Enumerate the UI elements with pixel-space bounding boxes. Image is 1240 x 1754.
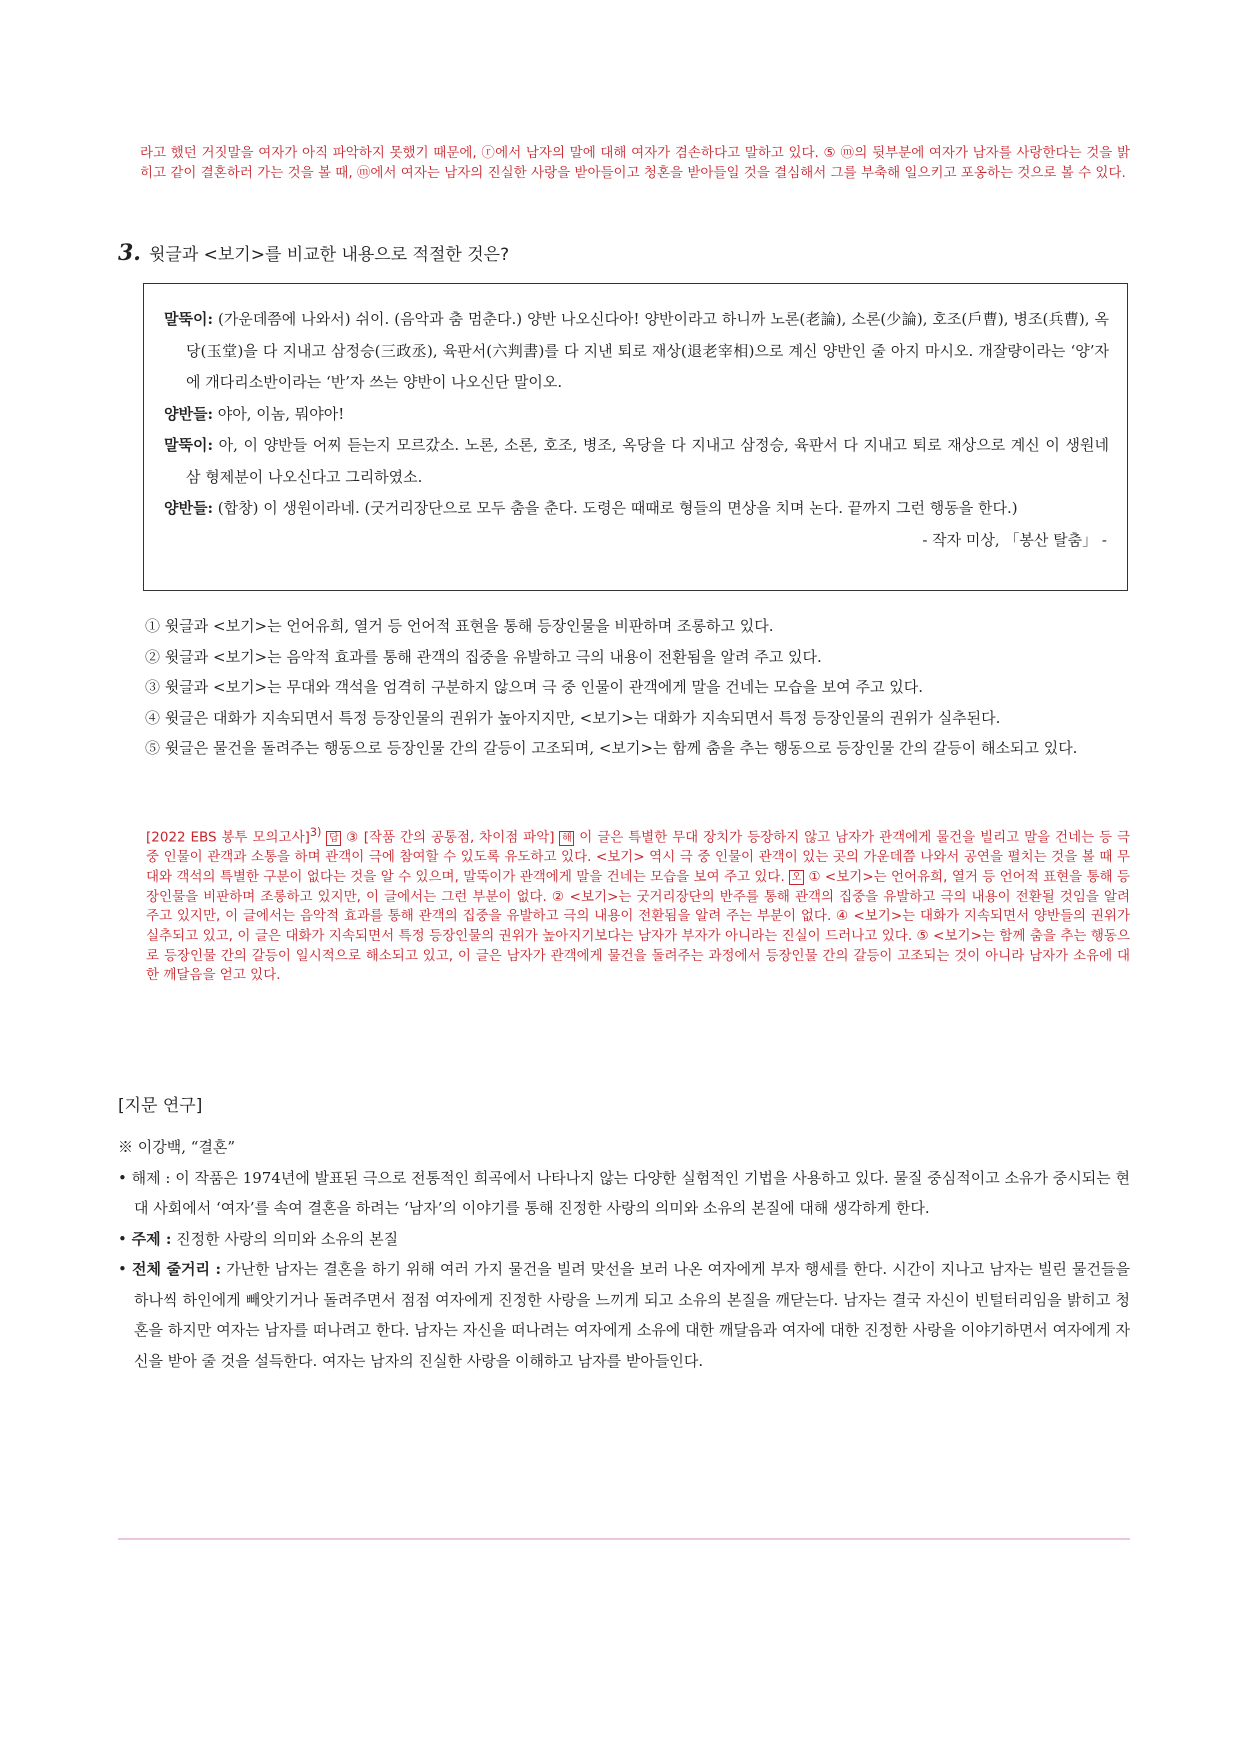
answer-text: ③ [작품 간의 공통점, 차이점 파악] bbox=[341, 829, 560, 846]
study-item: • 주제 : 진정한 사랑의 의미와 소유의 본질 bbox=[118, 1229, 399, 1248]
answer-explanation-continued: 라고 했던 거짓말을 여자가 아직 파악하지 못했기 때문에, ⓡ에서 남자의 말에 대해 여자가 겸손하다고 말하고 있다. ⑤ ⓜ의 뒷부분에 여자가 남자를 사랑한다는 것을 밝히고 같이 결혼하러 가는 것을 볼 때, ⓜ에서 여자는 남자의 진실한 사랑을 받아들이고 청혼을 받아들일 것을 결심해서 그를 부축해 일으키고 포옹하는 것으로 볼 수 있다. bbox=[140, 145, 1130, 181]
footnote-marker: 3) bbox=[309, 826, 322, 839]
speaker-name: 말뚝이: bbox=[164, 310, 214, 328]
item-text: 진정한 사랑의 의미와 소유의 본질 bbox=[171, 1229, 399, 1248]
dialogue-line bbox=[164, 399, 1109, 431]
example-box bbox=[143, 283, 1128, 591]
wrong-text: ① <보기>는 언어유희, 열거 등 언어적 표현을 통해 등장인물을 비판하며 조롱하고 있지만, 이 글에서는 그런 부분이 없다. ② <보기>는 굿거리장단의 반주를 통해 관객의 집중을 유발하고 극의 내용이 전환될 것임을 알려 주고 있지만, 이 글에서는 음악적 효과를 통해 관객의 집중을 유발하고 극의 내용이 전환됨을 알려 주는 부분이 없다. ④ <보기>는 대화가 지속되면서 양반들의 권위가 실추되고 있고, 이 글은 대화가 지속되면서 특정 등장인물의 권위가 높아지기보다는 남자가 부자가 아니라는 진실이 드러나고 있다. ⑤ <보기>는 함께 춤을 추는 행동으로 등장인물 간의 갈등이 일시적으로 해소되고 있고, 이 글은 남자가 관객에게 물건을 돌려주는 과정에서 등장인물 간의 갈등이 고조되는 것이 아니라 남자가 소유에 대한 깨달음을 얻고 있다. bbox=[146, 868, 1131, 984]
dialogue-text: (합창) 이 생원이라네. (굿거리장단으로 모두 춤을 춘다. 도령은 때때로 형들의 면상을 치며 논다. 끝까지 그런 행동을 한다.) bbox=[213, 499, 1018, 517]
answer-explanation bbox=[146, 823, 1130, 986]
dialogue-line bbox=[164, 430, 1109, 493]
example-source: - 작자 미상, 「봉산 탈춤」 - bbox=[922, 530, 1107, 549]
speaker-name: 양반들: bbox=[164, 499, 214, 517]
study-section bbox=[118, 1132, 1130, 1376]
question-text: 윗글과 <보기>를 비교한 내용으로 적절한 것은? bbox=[148, 245, 510, 265]
item-label: 주제 : bbox=[131, 1229, 172, 1248]
explanation-source: [2022 EBS 봉투 모의고사] bbox=[146, 829, 310, 846]
wrong-tag: 오 bbox=[789, 870, 804, 885]
bottom-divider bbox=[118, 1538, 1130, 1540]
dialogue-text: 야아, 이놈, 뭐야아! bbox=[213, 404, 345, 423]
choice-5[interactable]: ⑤ 윗글은 물건을 돌려주는 행동으로 등장인물 간의 갈등이 고조되며, <보기>는 함께 춤을 추는 행동으로 등장인물 간의 갈등이 해소되고 있다. bbox=[145, 739, 1078, 757]
speaker-name: 말뚝이: bbox=[164, 436, 214, 454]
work-title: ※ 이강백, “결혼” bbox=[118, 1138, 236, 1156]
item-label: 해제 : bbox=[131, 1168, 171, 1187]
answer-choices bbox=[145, 611, 1130, 764]
answer-tag: 답 bbox=[326, 831, 341, 846]
dialogue-line bbox=[164, 493, 1109, 525]
dialogue-line bbox=[164, 304, 1109, 399]
dialogue-text: (가운데쯤에 나와서) 쉬이. (음악과 춤 멈춘다.) 양반 나오신다아! 양반이라고 하니까 노론(老論), 소론(少論), 호조(戶曹), 병조(兵曹), 옥당(玉堂)을 다 지내고 삼정승(三政丞), 육판서(六判書)를 다 지낸 퇴로 재상(退老宰相)으로 계신 양반인 줄 아지 마시오. 개잘량이라는 ‘양’자에 개다리소반이라는 ‘반’자 쓰는 양반이 나오신단 말이오. bbox=[186, 310, 1109, 391]
explain-text: 이 글은 특별한 무대 장치가 등장하지 않고 남자가 관객에게 물건을 빌리고 말을 건네는 등 극 중 인물이 관객과 소통을 하며 관객이 극에 참여할 수 있도록 유도하고 있다. <보기> 역시 극 중 인물이 관객이 있는 곳의 가운데쯤 나와서 공연을 펼치는 것을 볼 때 무대와 객석의 특별한 구분이 없다는 것을 알 수 있으며, 말뚝이가 관객에게 말을 건네는 모습을 보여 주고 있다. bbox=[146, 829, 1130, 885]
item-text: 가난한 남자는 결혼을 하기 위해 여러 가지 물건을 빌려 맞선을 보러 나온 여자에게 부자 행세를 한다. 시간이 지나고 남자는 빌린 물건들을 하나씩 하인에게 빼앗기거나 돌려주면서 점점 여자에게 진정한 사랑을 느끼게 되고 소유의 본질을 깨닫는다. 남자는 결국 자신이 빈털터리임을 밝히고 청혼을 하지만 여자는 남자를 떠나려고 한다. 남자는 자신을 떠나려는 여자에게 소유에 대한 깨달음과 여자에 대한 진정한 사랑을 이야기하면서 여자에게 자신을 받아 줄 것을 설득한다. 여자는 남자의 진실한 사랑을 이해하고 남자를 받아들인다. bbox=[134, 1260, 1130, 1370]
choice-3[interactable]: ③ 윗글과 <보기>는 무대와 객석을 엄격히 구분하지 않으며 극 중 인물이 관객에게 말을 건네는 모습을 보여 주고 있다. bbox=[145, 678, 924, 696]
dialogue-text: 아, 이 양반들 어찌 듣는지 모르갔소. 노론, 소론, 호조, 병조, 옥당을 다 지내고 삼정승, 육판서 다 지내고 퇴로 재상으로 계신 이 생원네 삼 형제분이 나오신다고 그리하였소. bbox=[186, 436, 1109, 486]
speaker-name: 양반들: bbox=[164, 404, 214, 423]
study-item: • 전체 줄거리 : 가난한 남자는 결혼을 하기 위해 여러 가지 물건을 빌려 맞선을 보러 나온 여자에게 부자 행세를 한다. 시간이 지나고 남자는 빌린 물건들을 하나씩 하인에게 빼앗기거나 돌려주면서 점점 여자에게 진정한 사랑을 느끼게 되고 소유의 본질을 깨닫는다. 남자는 결국 자신이 빈털터리임을 밝히고 청혼을 하지만 여자는 남자를 떠나려고 한다. 남자는 자신을 떠나려는 여자에게 소유에 대한 깨달음과 여자에 대한 진정한 사랑을 이야기하면서 여자에게 자신을 받아 줄 것을 설득한다. 여자는 남자의 진실한 사랑을 이해하고 남자를 받아들인다. bbox=[118, 1260, 1130, 1370]
item-text: 이 작품은 1974년에 발표된 극으로 전통적인 희곡에서 나타나지 않는 다양한 실험적인 기법을 사용하고 있다. 물질 중심적이고 소유가 중시되는 현대 사회에서 ‘여자’를 속여 결혼을 하려는 ‘남자’의 이야기를 통해 진정한 사랑의 의미와 소유의 본질에 대해 생각하게 한다. bbox=[134, 1168, 1130, 1217]
choice-2[interactable]: ② 윗글과 <보기>는 음악적 효과를 통해 관객의 집중을 유발하고 극의 내용이 전환됨을 알려 주고 있다. bbox=[145, 647, 822, 666]
choice-4[interactable]: ④ 윗글은 대화가 지속되면서 특정 등장인물의 권위가 높아지지만, <보기>는 대화가 지속되면서 특정 등장인물의 권위가 실추된다. bbox=[145, 708, 1001, 727]
question-heading bbox=[118, 240, 509, 266]
section-title: [지문 연구] bbox=[118, 1096, 203, 1116]
study-item: • 해제 : 이 작품은 1974년에 발표된 극으로 전통적인 희곡에서 나타나지 않는 다양한 실험적인 기법을 사용하고 있다. 물질 중심적이고 소유가 중시되는 현대 사회에서 ‘여자’를 속여 결혼을 하려는 ‘남자’의 이야기를 통해 진정한 사랑의 의미와 소유의 본질에 대해 생각하게 한다. bbox=[118, 1168, 1130, 1217]
item-label: 전체 줄거리 : bbox=[131, 1260, 222, 1278]
choice-1[interactable]: ① 윗글과 <보기>는 언어유희, 열거 등 언어적 표현을 통해 등장인물을 비판하며 조롱하고 있다. bbox=[145, 617, 774, 635]
explain-tag: 해 bbox=[559, 831, 574, 846]
question-number: 3. bbox=[118, 240, 141, 266]
